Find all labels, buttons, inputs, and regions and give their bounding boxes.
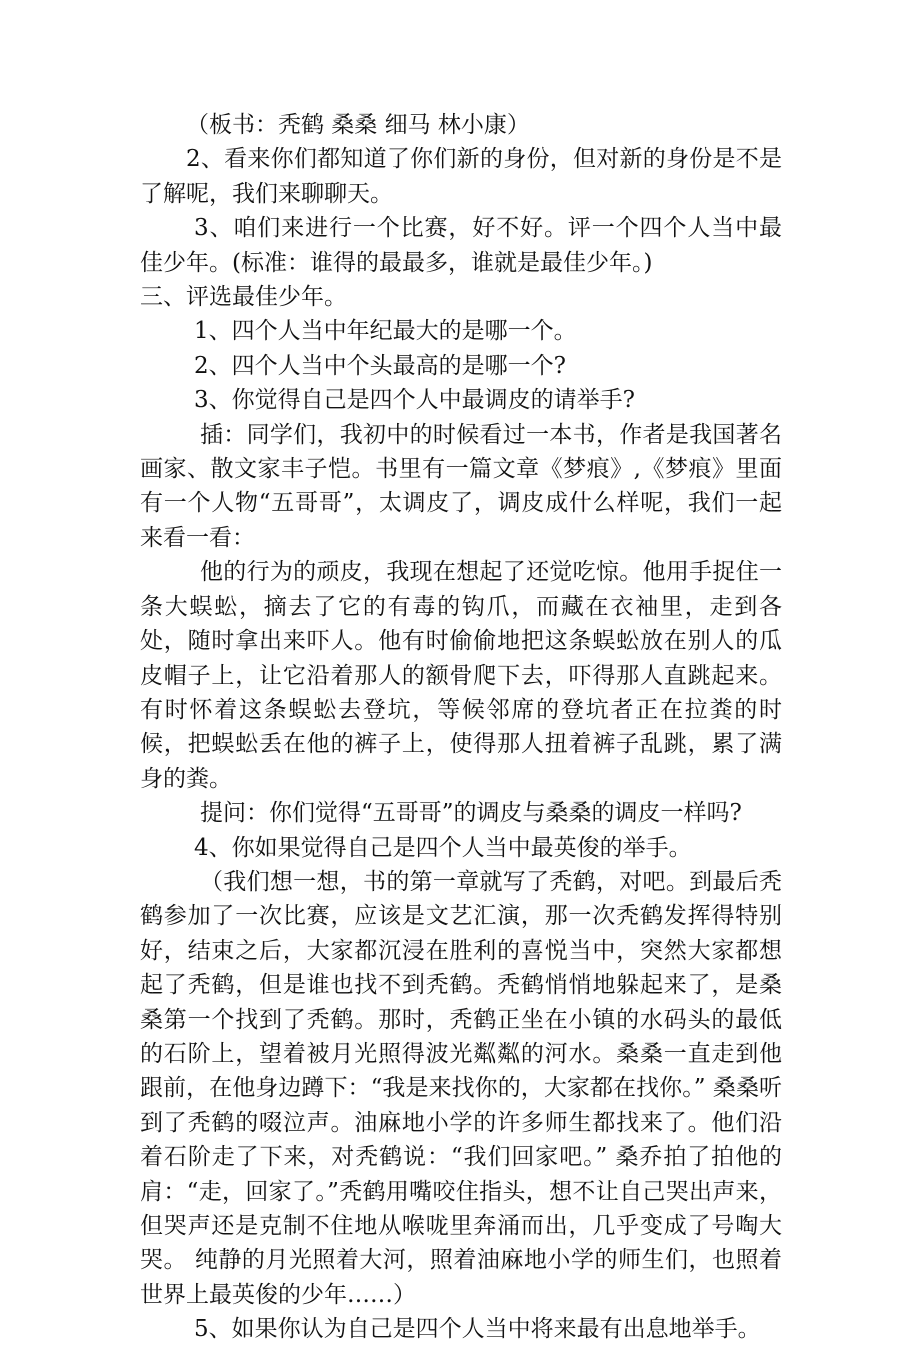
question-5: 5、如果你认为自己是四个人当中将来最有出息地举手。	[194, 1316, 761, 1343]
question-prompt: 提问：你们觉得“五哥哥”的调皮与桑桑的调皮一样吗?	[200, 800, 742, 827]
paragraph-item-2: 2、看来你们都知道了你们新的身份，但对新的身份是不是了解呢，我们来聊聊天。	[140, 146, 782, 207]
document-body	[140, 108, 782, 1347]
paragraph-item-3: 3、咱们来进行一个比赛，好不好。评一个四个人当中最佳少年。(标准：谁得的最最多，谁就是最佳少年。)	[140, 215, 782, 276]
section-heading: 三、评选最佳少年。	[140, 284, 347, 311]
board-note: （板书：秃鹤 桑桑 细马 林小康）	[186, 112, 530, 138]
insert-paragraph: 插：同学们，我初中的时候看过一本书，作者是我国著名画家、散文家丰子恺。书里有一篇文章《梦痕》,《梦痕》里面有一个人物“五哥哥”，太调皮了，调皮成什么样呢，我们一起来看一看：	[140, 421, 782, 551]
quoted-passage: 他的行为的顽皮，我现在想起了还觉吃惊。他用手捉住一条大蜈蚣，摘去了它的有毒的钩爪，而藏在衣袖里，走到各处，随时拿出来吓人。他有时偷偷地把这条蜈蚣放在别人的瓜皮帽子上，让它沿着那人的额骨爬下去，吓得那人直跳起来。有时怀着这条蜈蚣去登坑，等候邻席的登坑者正在拉粪的时候，把蜈蚣丢在他的裤子上，使得那人扭着裤子乱跳，累了满身的粪。	[140, 559, 782, 792]
question-1: 1、四个人当中年纪最大的是哪一个。	[194, 318, 577, 345]
question-3: 3、你觉得自己是四个人中最调皮的请举手?	[194, 387, 635, 414]
question-2: 2、四个人当中个头最高的是哪一个?	[194, 352, 566, 379]
question-4: 4、你如果觉得自己是四个人当中最英俊的举手。	[194, 834, 692, 861]
story-paragraph: （我们想一想，书的第一章就写了秃鹤，对吧。到最后秃鹤参加了一次比赛，应该是文艺汇演，那一次秃鹤发挥得特别好，结束之后，大家都沉浸在胜利的喜悦当中，突然大家都想起了秃鹤，但是谁也找不到秃鹤。秃鹤悄悄地躲起来了，是桑桑第一个找到了秃鹤。那时，秃鹤正坐在小镇的水码头的最低的石阶上，望着被月光照得波光粼粼的河水。桑桑一直走到他跟前，在他身边蹲下：“我是来找你的，大家都在找你。” 桑桑听到了秃鹤的啜泣声。油麻地小学的许多师生都找来了。他们沿着石阶走了下来，对秃鹤说：“我们回家吧。” 桑乔拍了拍他的肩：“走，回家了。”秃鹤用嘴咬住指头，想不让自己哭出声来，但哭声还是克制不住地从喉咙里奔涌而出，几乎变成了号啕大哭。 纯静的月光照着大河，照着油麻地小学的师生们，也照着世界上最英俊的少年……）	[140, 868, 782, 1308]
